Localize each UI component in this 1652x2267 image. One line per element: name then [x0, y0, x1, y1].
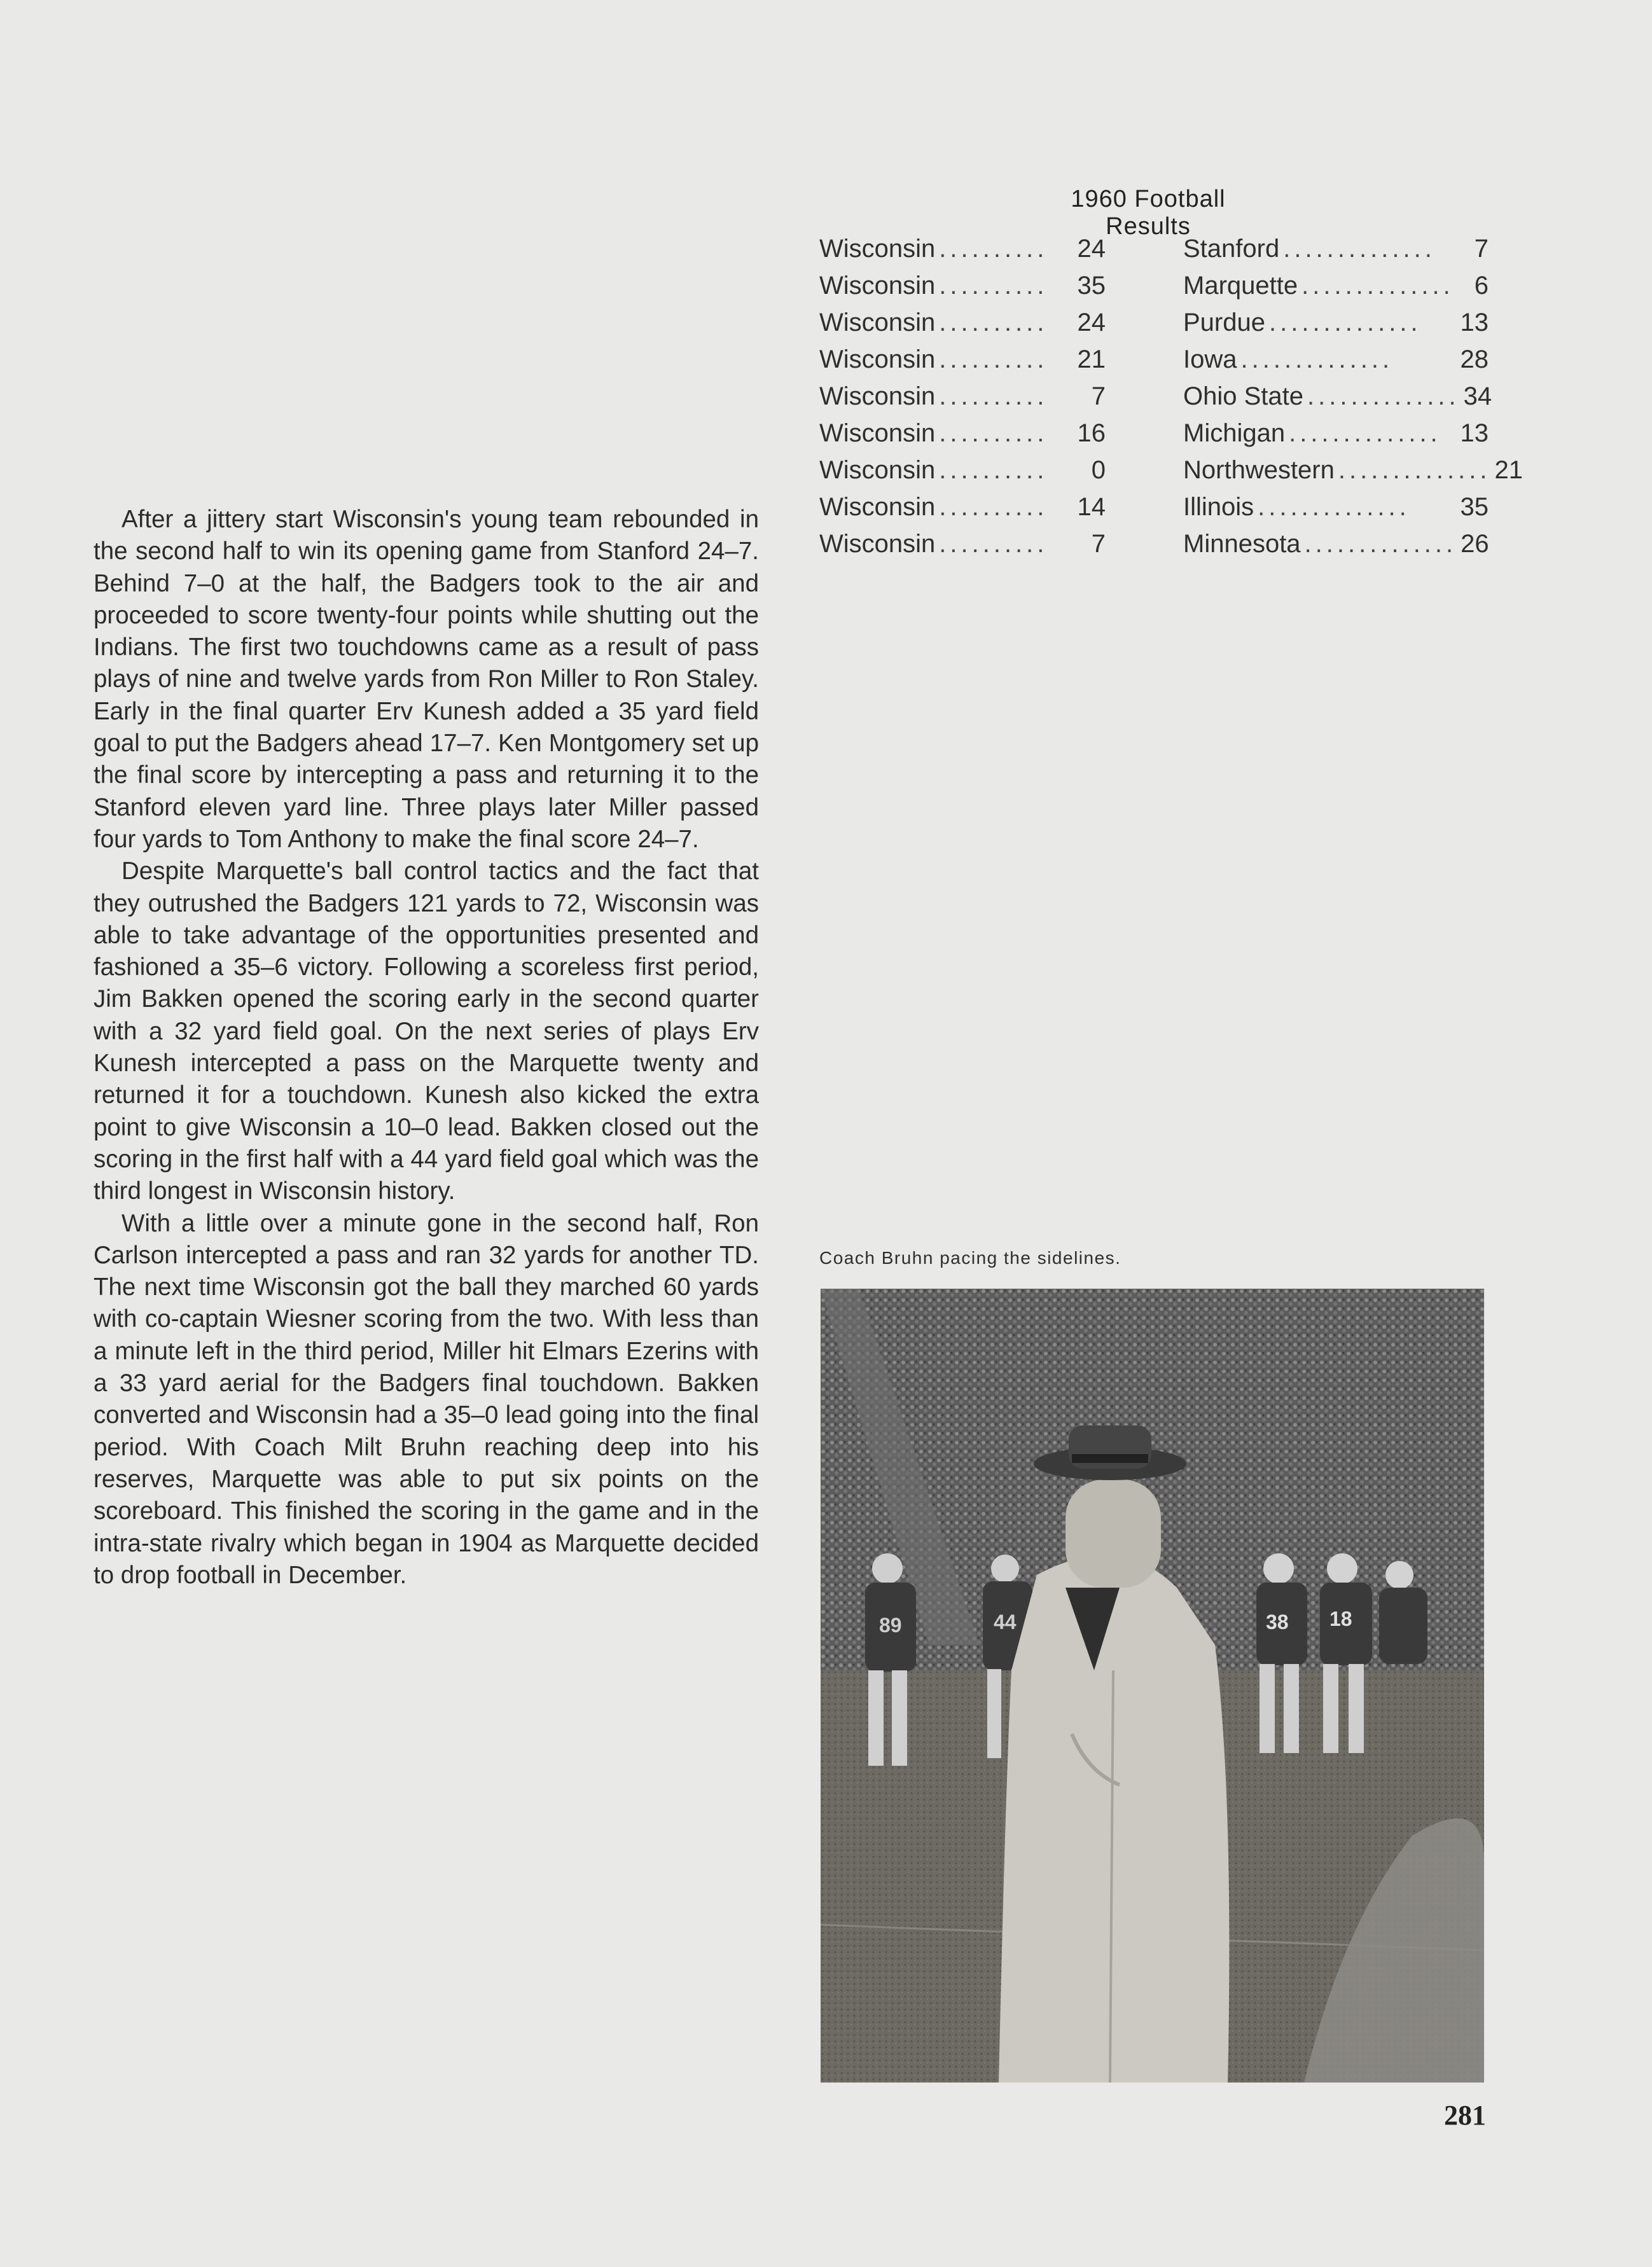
team-score: 21: [1077, 345, 1106, 373]
team-name: Wisconsin: [819, 492, 936, 521]
opponent-name: Michigan: [1183, 419, 1286, 447]
results-title: 1960 Football Results: [1071, 186, 1226, 240]
opponent-score: 34: [1463, 382, 1492, 410]
opponent-score: 6: [1474, 271, 1489, 300]
result-row: Wisconsin .......... 7 Ohio State .............. 34: [819, 382, 1492, 410]
coach-photo-illustration: [821, 1289, 1484, 2083]
coach-photo: [821, 1289, 1484, 2083]
result-row: Wisconsin .......... 14 Illinois .............. 35: [819, 492, 1489, 521]
results-table: [819, 230, 1523, 562]
opponent-score: 35: [1460, 492, 1489, 521]
article-paragraph: After a jittery start Wisconsin's young team rebounded in the second half to win its opening game from Stanford 24–7. Behind 7–0 at the half, the Badgers took to the air and proceeded to score twenty-four points while shutting out the Indians. The first two touchdowns came as a result of pass plays of nine and twelve yards from Ron Miller to Ron Staley. Early in the final quarter Erv Kunesh added a 35 yard field goal to put the Badgers ahead 17–7. Ken Montgomery set up the final score by intercepting a pass and returning it to the Stanford eleven yard line. Three plays later Miller passed four yards to Tom Anthony to make the final score 24–7.: [94, 506, 759, 853]
team-score: 7: [1091, 382, 1106, 410]
result-row: Wisconsin .......... 7 Minnesota .............. 26: [819, 529, 1489, 558]
article-paragraph: Despite Marquette's ball control tactics and the fact that they outrushed the Badgers 121 yards to 72, Wisconsin was able to take advantage of the opportunities presented and fashioned a 35–6 victory. Following a scoreless first period, Jim Bakken opened the scoring early in the second quarter with a 32 yard field goal. On the next series of plays Erv Kunesh intercepted a pass on the Marquette twenty and returned it for a touchdown. Kunesh also kicked the extra point to give Wisconsin a 10–0 lead. Bakken closed out the scoring in the first half with a 44 yard field goal which was the third longest in Wisconsin history.: [94, 857, 759, 1205]
opponent-score: 13: [1460, 419, 1489, 447]
team-score: 0: [1091, 455, 1106, 484]
opponent-score: 28: [1460, 345, 1489, 373]
photo-caption: Coach Bruhn pacing the sidelines.: [819, 1248, 1121, 1268]
team-name: Wisconsin: [819, 455, 936, 484]
opponent-score: 7: [1474, 234, 1489, 263]
result-row: Wisconsin .......... 21 Iowa .............. 28: [819, 345, 1489, 373]
team-score: 35: [1077, 271, 1106, 300]
team-score: 7: [1091, 529, 1106, 558]
team-name: Wisconsin: [819, 419, 936, 447]
team-score: 24: [1077, 308, 1106, 336]
opponent-score: 26: [1461, 529, 1489, 558]
opponent-name: Marquette: [1183, 271, 1298, 300]
team-score: 14: [1077, 492, 1106, 521]
opponent-name: Illinois: [1183, 492, 1254, 521]
page-number: 281: [1444, 2100, 1486, 2131]
jersey-number: 44: [994, 1611, 1017, 1633]
team-score: 24: [1077, 234, 1106, 263]
team-name: Wisconsin: [819, 271, 936, 300]
article-body: [94, 504, 759, 1591]
jersey-number: 38: [1266, 1611, 1289, 1633]
result-row: Wisconsin .......... 16 Michigan .............. 13: [819, 419, 1489, 447]
team-score: 16: [1077, 419, 1106, 447]
opponent-name: Minnesota: [1183, 529, 1301, 558]
opponent-name: Purdue: [1183, 308, 1265, 336]
opponent-name: Iowa: [1183, 345, 1237, 373]
team-name: Wisconsin: [819, 382, 936, 410]
opponent-name: Ohio State: [1183, 382, 1304, 410]
opponent-score: 13: [1460, 308, 1489, 336]
team-name: Wisconsin: [819, 234, 936, 263]
result-row: Wisconsin .......... 35 Marquette .............. 6: [819, 271, 1489, 300]
result-row: Wisconsin .......... 0 Northwestern .............. 21: [819, 455, 1523, 484]
opponent-name: Stanford: [1183, 234, 1280, 263]
jersey-number: 18: [1329, 1607, 1352, 1630]
result-row: Wisconsin .......... 24 Purdue .............. 13: [819, 308, 1489, 336]
jersey-number: 89: [879, 1614, 902, 1637]
team-name: Wisconsin: [819, 529, 936, 558]
team-name: Wisconsin: [819, 308, 936, 336]
team-name: Wisconsin: [819, 345, 936, 373]
opponent-name: Northwestern: [1183, 455, 1335, 484]
article-paragraph: With a little over a minute gone in the second half, Ron Carlson intercepted a pass and ran 32 yards for another TD. The next time Wisconsin got the ball they marched 60 yards with co-captain Wiesner scoring from the two. With less than a minute left in the third period, Miller hit Elmars Ezerins with a 33 yard aerial for the Badgers final touchdown. Bakken converted and Wisconsin had a 35–0 lead going into the final period. With Coach Milt Bruhn reaching deep into his reserves, Marquette was able to put six points on the scoreboard. This finished the scoring in the game and in the intra-state rivalry which began in 1904 as Marquette decided to drop football in December.: [94, 1209, 759, 1589]
opponent-score: 21: [1494, 455, 1523, 484]
result-row: Wisconsin .......... 24 Stanford .............. 7: [819, 234, 1489, 263]
